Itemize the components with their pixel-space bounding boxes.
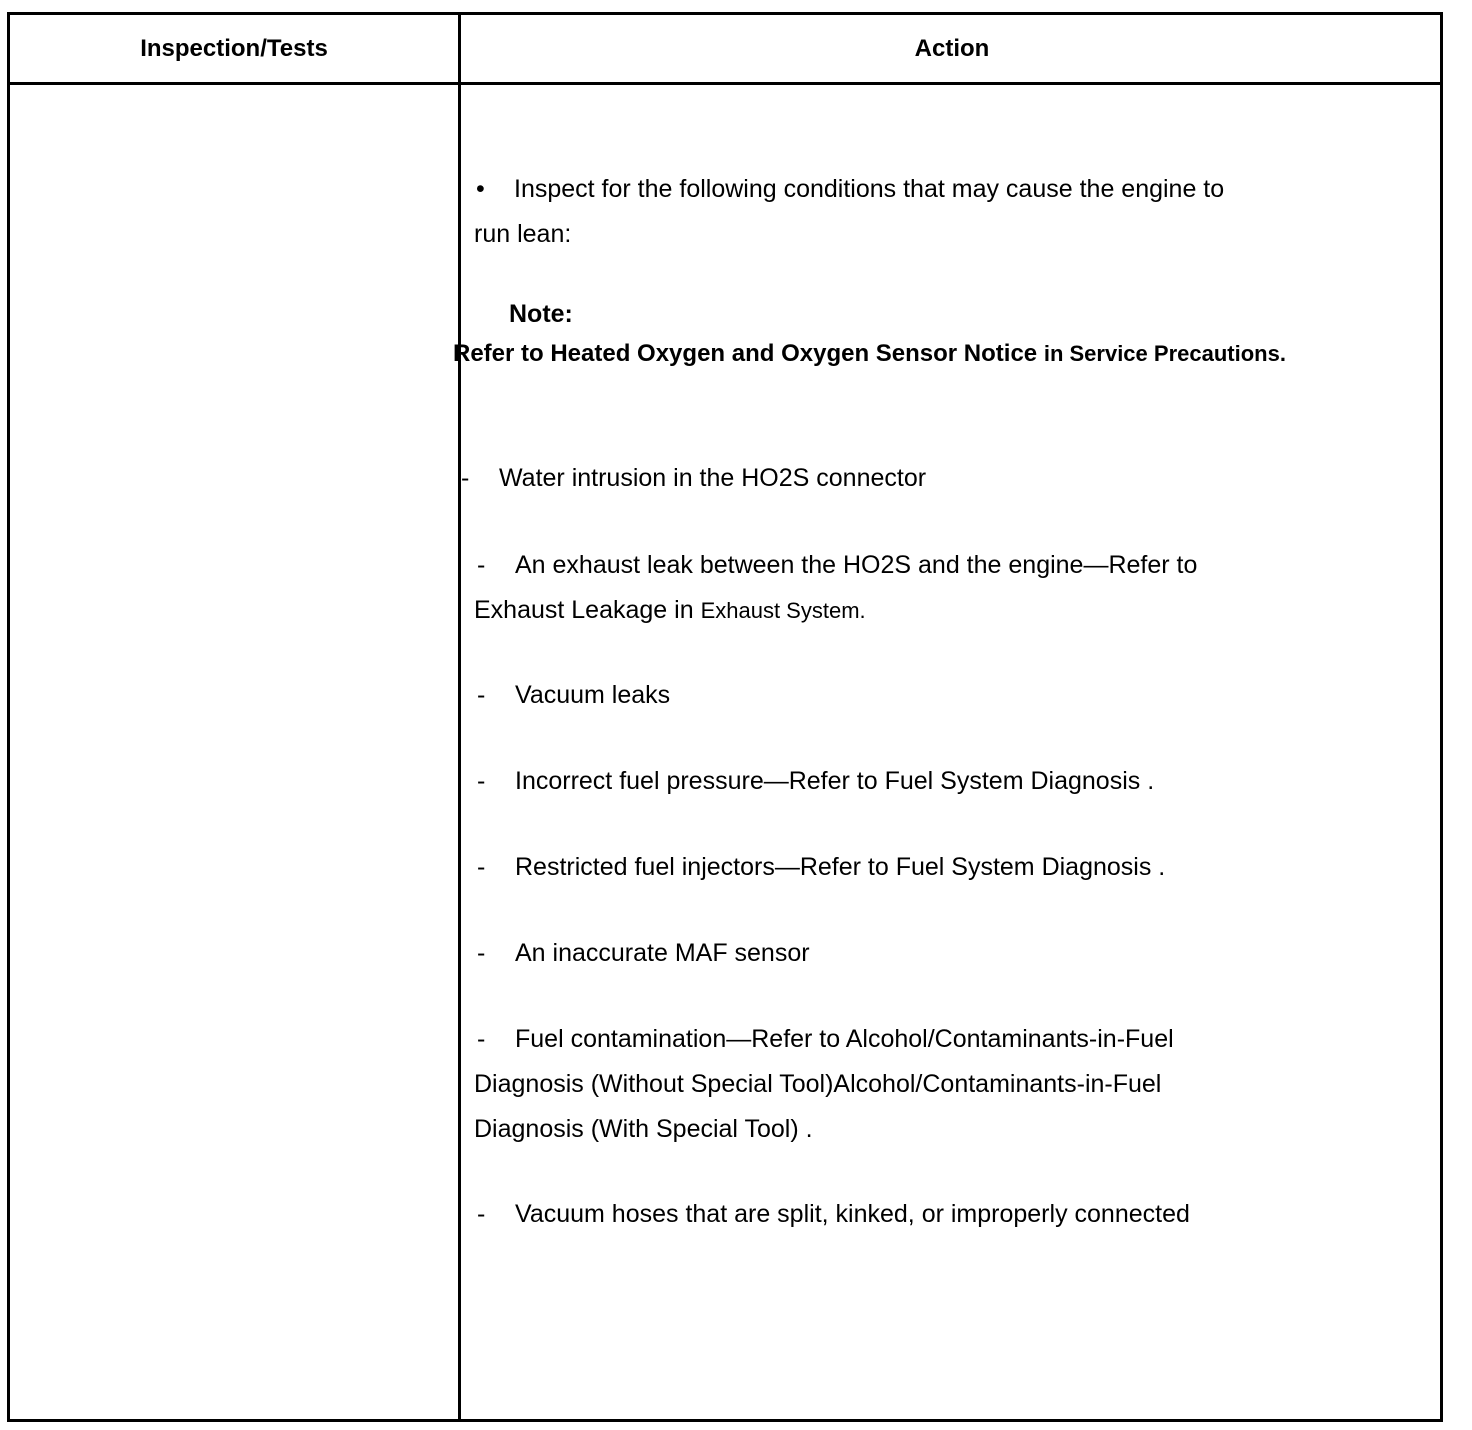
list-item-text: Vacuum leaks	[515, 681, 671, 709]
note-label: Note:	[509, 300, 573, 328]
note-text	[453, 340, 1286, 368]
dash-marker: -	[461, 464, 470, 492]
list-item	[477, 543, 1197, 588]
list-item	[477, 845, 1165, 890]
dash-marker: -	[477, 853, 486, 881]
list-item-text: Incorrect fuel pressure—Refer to Fuel System Diagnosis .	[515, 767, 1155, 795]
intro-text: Inspect for the following conditions that may cause the engine to	[514, 175, 1225, 203]
dash-marker: -	[477, 551, 486, 579]
fuel-continuation-line-2: Diagnosis (Without Special Tool)Alcohol/Contaminants-in-Fuel	[474, 1070, 1162, 1098]
exhaust-cont-main: Exhaust Leakage in	[474, 596, 694, 624]
list-item-text: Vacuum hoses that are split, kinked, or improperly connected	[515, 1200, 1190, 1228]
dash-marker: -	[477, 1025, 486, 1053]
list-item-text: Restricted fuel injectors—Refer to Fuel System Diagnosis .	[515, 853, 1166, 881]
dash-marker: -	[477, 767, 486, 795]
exhaust-continuation	[474, 588, 866, 633]
list-item	[477, 1017, 1174, 1062]
dash-marker: -	[477, 681, 486, 709]
column-divider	[458, 15, 461, 1419]
list-item-text: Water intrusion in the HO2S connector	[499, 464, 927, 492]
fuel-continuation-line-3: Diagnosis (With Special Tool) .	[474, 1115, 813, 1143]
bullet-dot: •	[476, 175, 485, 203]
note-text-main: Refer to Heated Oxygen and Oxygen Sensor Notice	[453, 340, 1038, 367]
dash-marker: -	[477, 1200, 486, 1228]
list-item	[477, 931, 810, 976]
intro-line-1	[476, 167, 1224, 212]
list-item	[461, 456, 926, 501]
list-item-text: An exhaust leak between the HO2S and the engine—Refer to	[515, 551, 1198, 579]
list-item-text: An inaccurate MAF sensor	[515, 939, 810, 967]
list-item	[477, 673, 670, 718]
dash-marker: -	[477, 939, 486, 967]
note-text-tail: in Service Precautions.	[1043, 341, 1286, 366]
header-inspection-tests: Inspection/Tests	[140, 34, 328, 62]
intro-line-2: run lean:	[474, 220, 572, 248]
list-item	[477, 759, 1154, 804]
list-item-text: Fuel contamination—Refer to Alcohol/Contaminants-in-Fuel	[515, 1025, 1174, 1053]
header-action: Action	[914, 34, 990, 62]
exhaust-cont-tail: Exhaust System.	[700, 598, 866, 623]
list-item	[477, 1192, 1190, 1237]
table-header-row	[10, 15, 1440, 85]
